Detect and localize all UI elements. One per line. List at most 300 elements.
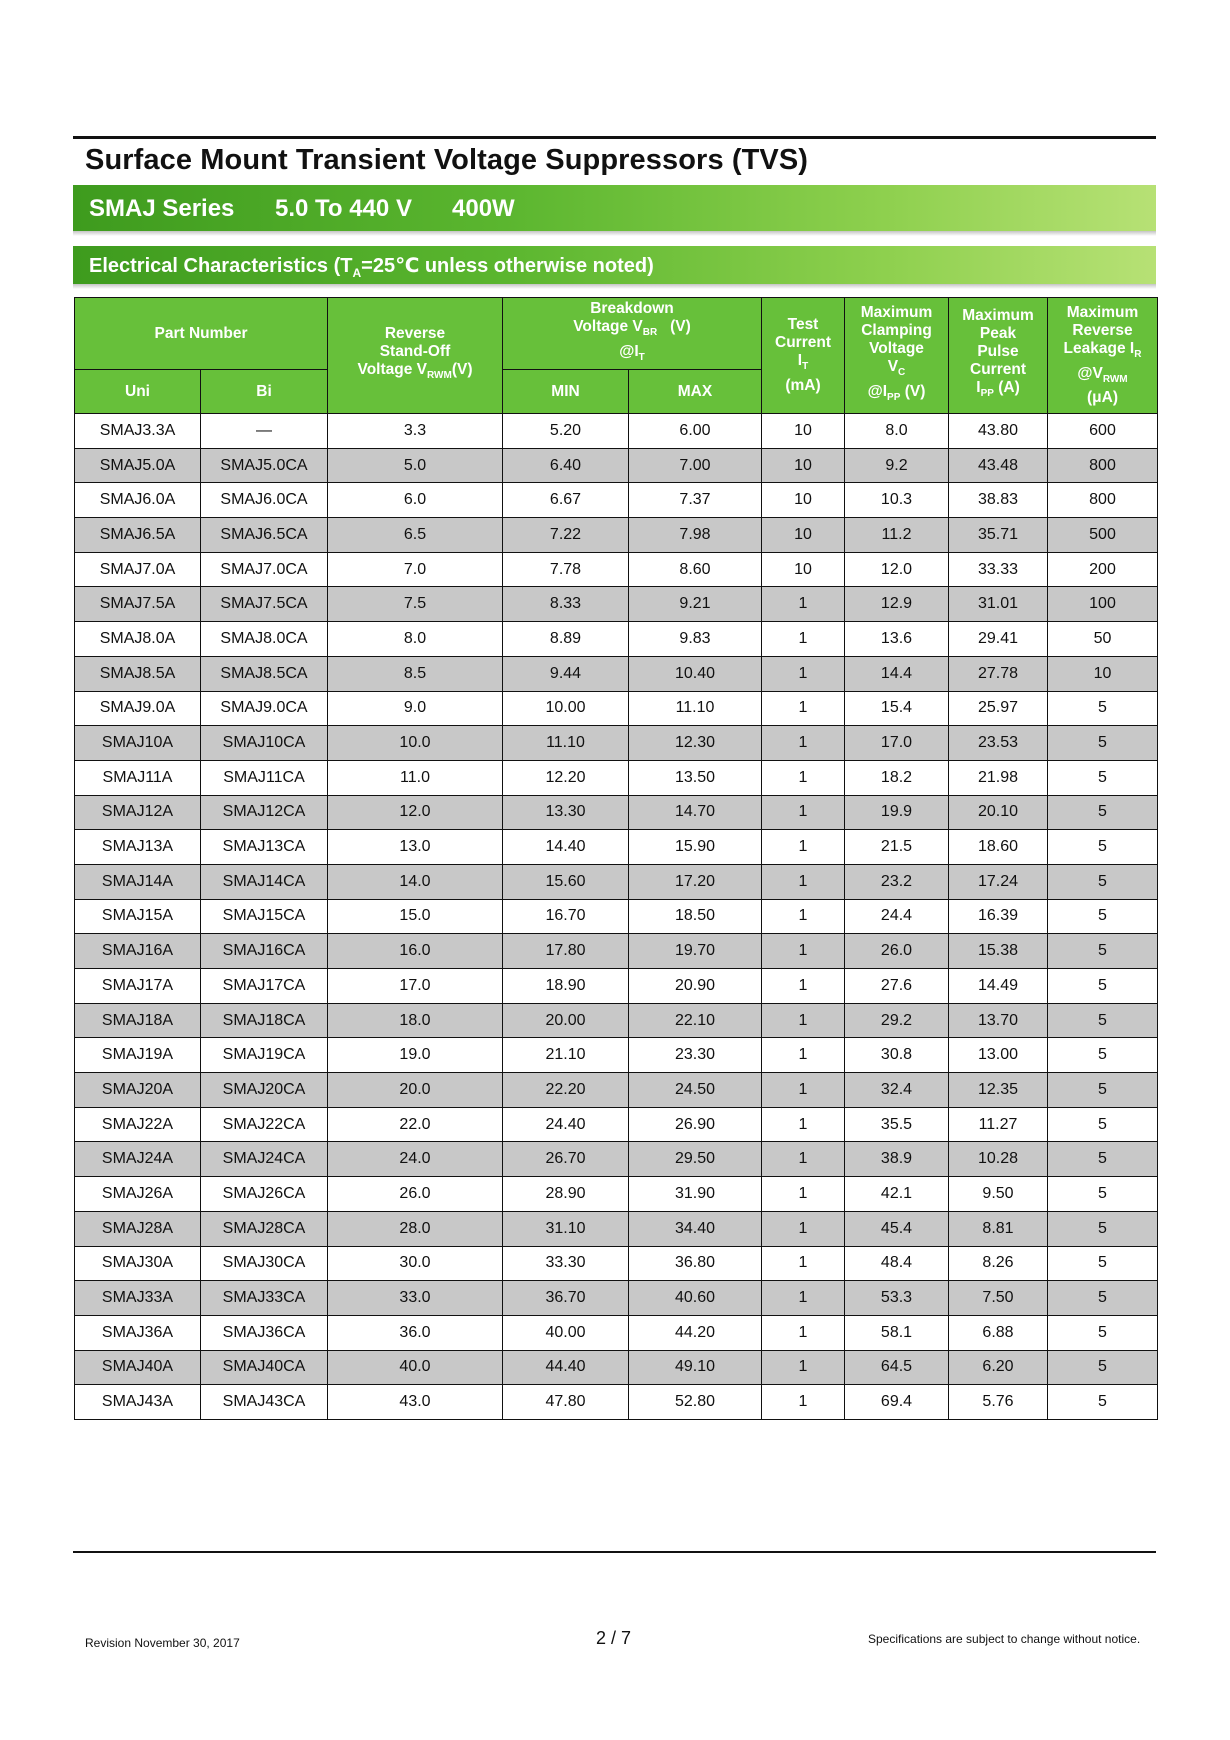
cell-vbr-min: 14.40 [503,830,629,865]
change-notice: Specifications are subject to change without notice. [868,1632,1141,1646]
cell-peak-pulse-current: 31.01 [949,587,1048,622]
cell-uni-part: SMAJ18A [75,1003,201,1038]
cell-bi-part: SMAJ18CA [201,1003,328,1038]
cell-vbr-max: 36.80 [629,1246,762,1281]
cell-vbr-min: 12.20 [503,760,629,795]
cell-vbr-max: 52.80 [629,1385,762,1420]
cell-bi-part: SMAJ28CA [201,1211,328,1246]
cell-uni-part: SMAJ12A [75,795,201,830]
cell-peak-pulse-current: 43.80 [949,414,1048,449]
cell-test-current: 1 [762,587,845,622]
section-band [73,246,1156,284]
table-row [75,1315,1158,1350]
cell-vrwm: 6.0 [328,483,503,518]
cell-bi-part: SMAJ16CA [201,934,328,969]
cell-vbr-min: 20.00 [503,1003,629,1038]
cell-test-current: 1 [762,726,845,761]
table-row [75,483,1158,518]
cell-vbr-max: 8.60 [629,552,762,587]
cell-bi-part: SMAJ43CA [201,1385,328,1420]
cell-test-current: 1 [762,1385,845,1420]
table-row [75,656,1158,691]
cell-clamping-voltage: 42.1 [845,1177,949,1212]
cell-reverse-leakage: 50 [1048,622,1158,657]
cell-clamping-voltage: 64.5 [845,1350,949,1385]
cell-peak-pulse-current: 8.81 [949,1211,1048,1246]
cell-uni-part: SMAJ8.5A [75,656,201,691]
cell-peak-pulse-current: 38.83 [949,483,1048,518]
table-row [75,1385,1158,1420]
cell-vbr-max: 13.50 [629,760,762,795]
cell-reverse-leakage: 5 [1048,1246,1158,1281]
cell-test-current: 1 [762,934,845,969]
revision-date: Revision November 30, 2017 [85,1636,240,1650]
header-min: MIN [503,370,629,414]
cell-peak-pulse-current: 5.76 [949,1385,1048,1420]
cell-reverse-leakage: 5 [1048,1003,1158,1038]
cell-clamping-voltage: 23.2 [845,864,949,899]
cell-bi-part: — [201,414,328,449]
header-bi: Bi [201,370,328,414]
cell-clamping-voltage: 11.2 [845,518,949,553]
cell-vbr-min: 6.67 [503,483,629,518]
cell-vbr-max: 7.37 [629,483,762,518]
cell-peak-pulse-current: 23.53 [949,726,1048,761]
table-row [75,934,1158,969]
cell-bi-part: SMAJ7.5CA [201,587,328,622]
cell-peak-pulse-current: 9.50 [949,1177,1048,1212]
header-part-number: Part Number [75,298,328,370]
cell-bi-part: SMAJ20CA [201,1073,328,1108]
table-row [75,691,1158,726]
cell-vbr-min: 15.60 [503,864,629,899]
cell-reverse-leakage: 5 [1048,1038,1158,1073]
cell-vbr-min: 36.70 [503,1281,629,1316]
cell-peak-pulse-current: 12.35 [949,1073,1048,1108]
cell-vbr-max: 7.00 [629,448,762,483]
cell-uni-part: SMAJ6.0A [75,483,201,518]
cell-vbr-min: 17.80 [503,934,629,969]
cell-uni-part: SMAJ33A [75,1281,201,1316]
cell-vbr-min: 5.20 [503,414,629,449]
table-row [75,1073,1158,1108]
cell-test-current: 1 [762,1107,845,1142]
table-row [75,448,1158,483]
cell-vbr-min: 24.40 [503,1107,629,1142]
cell-test-current: 1 [762,691,845,726]
cell-uni-part: SMAJ40A [75,1350,201,1385]
cell-bi-part: SMAJ36CA [201,1315,328,1350]
cell-bi-part: SMAJ8.0CA [201,622,328,657]
cell-uni-part: SMAJ17A [75,969,201,1004]
cell-uni-part: SMAJ30A [75,1246,201,1281]
cell-bi-part: SMAJ11CA [201,760,328,795]
cell-vbr-max: 18.50 [629,899,762,934]
cell-uni-part: SMAJ11A [75,760,201,795]
cell-test-current: 1 [762,1350,845,1385]
cell-peak-pulse-current: 15.38 [949,934,1048,969]
cell-peak-pulse-current: 35.71 [949,518,1048,553]
cell-vrwm: 30.0 [328,1246,503,1281]
cell-vrwm: 26.0 [328,1177,503,1212]
cell-uni-part: SMAJ20A [75,1073,201,1108]
cell-vrwm: 13.0 [328,830,503,865]
cell-vrwm: 3.3 [328,414,503,449]
cell-vbr-max: 6.00 [629,414,762,449]
cell-clamping-voltage: 9.2 [845,448,949,483]
page-number: 2 / 7 [596,1628,632,1648]
cell-bi-part: SMAJ22CA [201,1107,328,1142]
cell-clamping-voltage: 26.0 [845,934,949,969]
cell-test-current: 1 [762,1281,845,1316]
cell-peak-pulse-current: 29.41 [949,622,1048,657]
cell-vbr-min: 13.30 [503,795,629,830]
table-row [75,969,1158,1004]
cell-bi-part: SMAJ14CA [201,864,328,899]
cell-vrwm: 19.0 [328,1038,503,1073]
voltage-range: 5.0 To 440 V [275,195,412,222]
cell-peak-pulse-current: 43.48 [949,448,1048,483]
cell-uni-part: SMAJ7.0A [75,552,201,587]
cell-clamping-voltage: 8.0 [845,414,949,449]
cell-vbr-max: 22.10 [629,1003,762,1038]
cell-test-current: 10 [762,483,845,518]
table-row [75,1211,1158,1246]
cell-vbr-max: 31.90 [629,1177,762,1212]
cell-vbr-min: 11.10 [503,726,629,761]
cell-reverse-leakage: 5 [1048,969,1158,1004]
cell-reverse-leakage: 5 [1048,1211,1158,1246]
cell-clamping-voltage: 45.4 [845,1211,949,1246]
header-breakdown-voltage: Breakdown Voltage $V_{BR}$ (V) $@I_T$ [503,298,762,370]
cell-vbr-max: 9.83 [629,622,762,657]
cell-vbr-min: 10.00 [503,691,629,726]
table-row [75,622,1158,657]
cell-reverse-leakage: 10 [1048,656,1158,691]
cell-bi-part: SMAJ12CA [201,795,328,830]
cell-peak-pulse-current: 11.27 [949,1107,1048,1142]
cell-bi-part: SMAJ24CA [201,1142,328,1177]
cell-vbr-min: 9.44 [503,656,629,691]
cell-peak-pulse-current: 7.50 [949,1281,1048,1316]
cell-test-current: 10 [762,518,845,553]
cell-bi-part: SMAJ5.0CA [201,448,328,483]
cell-reverse-leakage: 5 [1048,1350,1158,1385]
cell-test-current: 1 [762,969,845,1004]
cell-vrwm: 40.0 [328,1350,503,1385]
top-rule [73,136,1156,139]
header-max-reverse-leakage: Maximum Reverse Leakage $I_R$ $@V_{RWM}$ (μA) [1048,298,1158,414]
cell-peak-pulse-current: 25.97 [949,691,1048,726]
cell-reverse-leakage: 500 [1048,518,1158,553]
cell-vrwm: 8.0 [328,622,503,657]
table-row [75,1142,1158,1177]
section-heading: Electrical Characteristics ($T_A=25℃$ unless otherwise noted) [89,255,654,280]
cell-test-current: 10 [762,414,845,449]
cell-bi-part: SMAJ13CA [201,830,328,865]
cell-clamping-voltage: 13.6 [845,622,949,657]
cell-vrwm: 20.0 [328,1073,503,1108]
table-row [75,552,1158,587]
cell-test-current: 1 [762,1142,845,1177]
cell-clamping-voltage: 15.4 [845,691,949,726]
cell-bi-part: SMAJ9.0CA [201,691,328,726]
cell-vbr-min: 6.40 [503,448,629,483]
cell-test-current: 1 [762,656,845,691]
document-title: Surface Mount Transient Voltage Suppressors (TVS) [85,144,809,176]
cell-bi-part: SMAJ17CA [201,969,328,1004]
table-row [75,864,1158,899]
cell-vbr-min: 40.00 [503,1315,629,1350]
cell-peak-pulse-current: 13.70 [949,1003,1048,1038]
table-row [75,760,1158,795]
cell-vrwm: 43.0 [328,1385,503,1420]
cell-vrwm: 8.5 [328,656,503,691]
cell-reverse-leakage: 5 [1048,795,1158,830]
header-max-peak-pulse-current: Maximum Peak Pulse Current $I_{PP}$ (A) [949,298,1048,414]
cell-bi-part: SMAJ7.0CA [201,552,328,587]
cell-vbr-max: 9.21 [629,587,762,622]
cell-test-current: 1 [762,795,845,830]
header-max-clamping-voltage: Maximum Clamping Voltage $V_C$ $@I_{PP}$ (V) [845,298,949,414]
cell-vbr-max: 29.50 [629,1142,762,1177]
cell-clamping-voltage: 69.4 [845,1385,949,1420]
table-row [75,1003,1158,1038]
table-row [75,1177,1158,1212]
cell-reverse-leakage: 5 [1048,1142,1158,1177]
table-row [75,899,1158,934]
cell-vbr-min: 44.40 [503,1350,629,1385]
header-uni: Uni [75,370,201,414]
cell-bi-part: SMAJ6.0CA [201,483,328,518]
cell-uni-part: SMAJ22A [75,1107,201,1142]
cell-bi-part: SMAJ33CA [201,1281,328,1316]
cell-uni-part: SMAJ16A [75,934,201,969]
cell-vbr-max: 17.20 [629,864,762,899]
cell-uni-part: SMAJ36A [75,1315,201,1350]
cell-vrwm: 24.0 [328,1142,503,1177]
cell-reverse-leakage: 5 [1048,1107,1158,1142]
table-row [75,1246,1158,1281]
cell-peak-pulse-current: 21.98 [949,760,1048,795]
cell-test-current: 1 [762,1003,845,1038]
cell-vbr-max: 34.40 [629,1211,762,1246]
cell-clamping-voltage: 35.5 [845,1107,949,1142]
cell-vrwm: 10.0 [328,726,503,761]
cell-test-current: 10 [762,552,845,587]
series-band [73,185,1156,231]
cell-reverse-leakage: 600 [1048,414,1158,449]
cell-uni-part: SMAJ10A [75,726,201,761]
cell-vbr-max: 10.40 [629,656,762,691]
cell-reverse-leakage: 5 [1048,934,1158,969]
cell-test-current: 1 [762,1177,845,1212]
header-reverse-standoff-voltage: Reverse Stand-Off Voltage $V_{RWM}(V)$ [328,298,503,414]
table-row [75,1281,1158,1316]
cell-uni-part: SMAJ6.5A [75,518,201,553]
cell-uni-part: SMAJ13A [75,830,201,865]
header-max: MAX [629,370,762,414]
table-row [75,726,1158,761]
cell-bi-part: SMAJ19CA [201,1038,328,1073]
cell-vbr-min: 7.78 [503,552,629,587]
cell-vbr-max: 49.10 [629,1350,762,1385]
cell-reverse-leakage: 800 [1048,448,1158,483]
cell-uni-part: SMAJ26A [75,1177,201,1212]
cell-uni-part: SMAJ7.5A [75,587,201,622]
cell-vbr-max: 20.90 [629,969,762,1004]
table-row [75,1107,1158,1142]
cell-test-current: 1 [762,760,845,795]
cell-reverse-leakage: 5 [1048,1315,1158,1350]
cell-reverse-leakage: 800 [1048,483,1158,518]
cell-peak-pulse-current: 10.28 [949,1142,1048,1177]
table-row [75,414,1158,449]
cell-test-current: 1 [762,899,845,934]
cell-uni-part: SMAJ19A [75,1038,201,1073]
cell-vbr-min: 8.89 [503,622,629,657]
cell-peak-pulse-current: 27.78 [949,656,1048,691]
cell-vrwm: 33.0 [328,1281,503,1316]
cell-test-current: 1 [762,1315,845,1350]
cell-vbr-min: 18.90 [503,969,629,1004]
cell-vrwm: 9.0 [328,691,503,726]
cell-test-current: 1 [762,864,845,899]
electrical-characteristics-table [74,297,1158,1420]
cell-vrwm: 7.5 [328,587,503,622]
cell-vrwm: 11.0 [328,760,503,795]
cell-test-current: 10 [762,448,845,483]
cell-test-current: 1 [762,830,845,865]
cell-clamping-voltage: 10.3 [845,483,949,518]
cell-vbr-min: 33.30 [503,1246,629,1281]
cell-clamping-voltage: 58.1 [845,1315,949,1350]
cell-uni-part: SMAJ24A [75,1142,201,1177]
cell-clamping-voltage: 24.4 [845,899,949,934]
cell-vbr-min: 31.10 [503,1211,629,1246]
cell-test-current: 1 [762,1073,845,1108]
cell-reverse-leakage: 5 [1048,830,1158,865]
cell-peak-pulse-current: 6.20 [949,1350,1048,1385]
cell-peak-pulse-current: 13.00 [949,1038,1048,1073]
cell-reverse-leakage: 5 [1048,864,1158,899]
cell-reverse-leakage: 200 [1048,552,1158,587]
cell-clamping-voltage: 32.4 [845,1073,949,1108]
cell-peak-pulse-current: 8.26 [949,1246,1048,1281]
cell-vbr-min: 16.70 [503,899,629,934]
cell-vrwm: 16.0 [328,934,503,969]
cell-vrwm: 18.0 [328,1003,503,1038]
cell-vrwm: 15.0 [328,899,503,934]
cell-vrwm: 14.0 [328,864,503,899]
table-row [75,587,1158,622]
cell-bi-part: SMAJ30CA [201,1246,328,1281]
table-row [75,518,1158,553]
cell-clamping-voltage: 30.8 [845,1038,949,1073]
cell-vbr-min: 26.70 [503,1142,629,1177]
cell-test-current: 1 [762,1211,845,1246]
cell-vrwm: 36.0 [328,1315,503,1350]
cell-bi-part: SMAJ6.5CA [201,518,328,553]
cell-vrwm: 6.5 [328,518,503,553]
cell-vbr-min: 8.33 [503,587,629,622]
cell-reverse-leakage: 5 [1048,691,1158,726]
cell-uni-part: SMAJ5.0A [75,448,201,483]
cell-test-current: 1 [762,1246,845,1281]
series-name: SMAJ Series [89,195,235,222]
cell-uni-part: SMAJ3.3A [75,414,201,449]
cell-clamping-voltage: 17.0 [845,726,949,761]
cell-vrwm: 17.0 [328,969,503,1004]
cell-bi-part: SMAJ10CA [201,726,328,761]
cell-vbr-min: 28.90 [503,1177,629,1212]
cell-clamping-voltage: 21.5 [845,830,949,865]
cell-vrwm: 22.0 [328,1107,503,1142]
cell-vbr-min: 21.10 [503,1038,629,1073]
cell-bi-part: SMAJ15CA [201,899,328,934]
cell-reverse-leakage: 100 [1048,587,1158,622]
cell-clamping-voltage: 48.4 [845,1246,949,1281]
cell-vbr-max: 44.20 [629,1315,762,1350]
cell-clamping-voltage: 27.6 [845,969,949,1004]
bottom-rule [73,1551,1156,1553]
cell-clamping-voltage: 38.9 [845,1142,949,1177]
cell-peak-pulse-current: 17.24 [949,864,1048,899]
cell-vrwm: 28.0 [328,1211,503,1246]
cell-peak-pulse-current: 33.33 [949,552,1048,587]
cell-uni-part: SMAJ14A [75,864,201,899]
cell-vrwm: 7.0 [328,552,503,587]
power-rating: 400W [452,195,515,222]
cell-vbr-min: 22.20 [503,1073,629,1108]
cell-reverse-leakage: 5 [1048,1073,1158,1108]
cell-peak-pulse-current: 14.49 [949,969,1048,1004]
cell-vbr-max: 26.90 [629,1107,762,1142]
table-row [75,1038,1158,1073]
cell-clamping-voltage: 14.4 [845,656,949,691]
cell-vbr-max: 14.70 [629,795,762,830]
cell-bi-part: SMAJ8.5CA [201,656,328,691]
cell-reverse-leakage: 5 [1048,1281,1158,1316]
cell-peak-pulse-current: 18.60 [949,830,1048,865]
cell-uni-part: SMAJ28A [75,1211,201,1246]
cell-vbr-max: 11.10 [629,691,762,726]
cell-reverse-leakage: 5 [1048,1385,1158,1420]
header-test-current: Test Current $I_T$ (mA) [762,298,845,414]
cell-vbr-max: 12.30 [629,726,762,761]
cell-peak-pulse-current: 20.10 [949,795,1048,830]
cell-vbr-max: 7.98 [629,518,762,553]
cell-uni-part: SMAJ15A [75,899,201,934]
cell-clamping-voltage: 18.2 [845,760,949,795]
table-row [75,830,1158,865]
cell-reverse-leakage: 5 [1048,726,1158,761]
cell-clamping-voltage: 29.2 [845,1003,949,1038]
table-row [75,1350,1158,1385]
cell-peak-pulse-current: 6.88 [949,1315,1048,1350]
cell-clamping-voltage: 12.0 [845,552,949,587]
table-body [75,414,1158,1420]
cell-test-current: 1 [762,1038,845,1073]
cell-clamping-voltage: 12.9 [845,587,949,622]
cell-uni-part: SMAJ43A [75,1385,201,1420]
cell-vbr-min: 47.80 [503,1385,629,1420]
table-row [75,795,1158,830]
cell-vbr-max: 24.50 [629,1073,762,1108]
cell-clamping-voltage: 19.9 [845,795,949,830]
cell-vrwm: 12.0 [328,795,503,830]
cell-peak-pulse-current: 16.39 [949,899,1048,934]
